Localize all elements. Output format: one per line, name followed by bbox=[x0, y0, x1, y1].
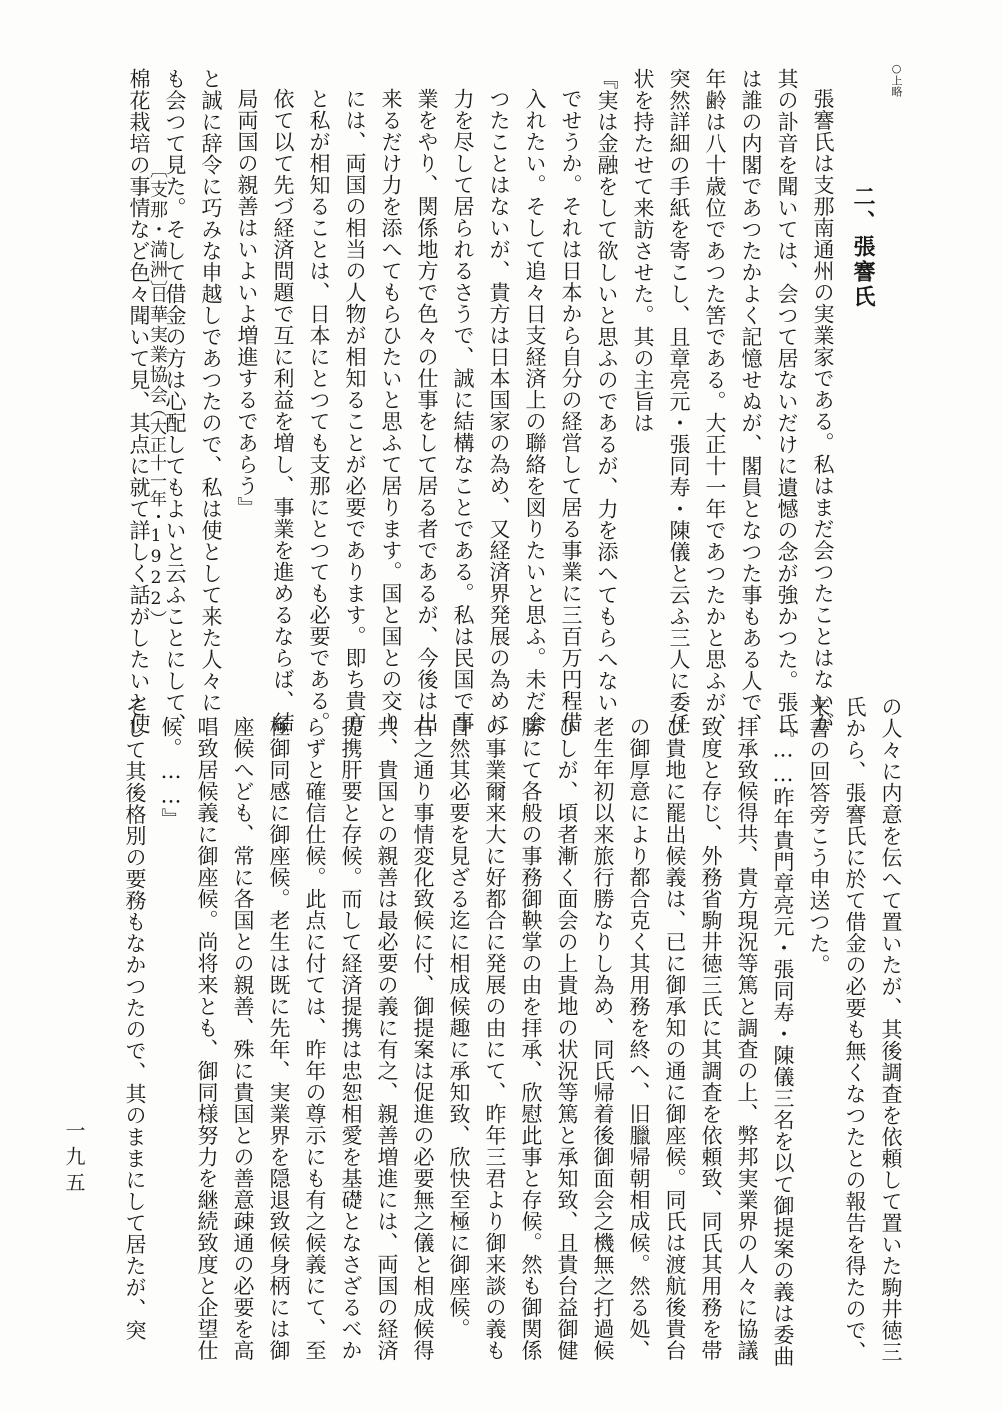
text-line: 状を持たせて来訪させた。其の主旨は bbox=[631, 68, 655, 434]
text-line: つたことはないが、貴方は日本国家の為め、又経済界発展の為めに bbox=[487, 88, 511, 733]
text-line: 入れたい。そして追々日支経済上の聯絡を図りたいと思ふ。未だ会 bbox=[523, 88, 547, 733]
text-line: 依て以て先づ経済問題で互に利益を増し、事業を進めるならば、結 bbox=[271, 88, 295, 733]
text-line: 突然詳細の手紙を寄こし、且章亮元・張同寿・陳儀と云ふ三人に委任 bbox=[667, 68, 691, 735]
text-line: と誠に辞令に巧みな申越しであつたので、私は使として来た人々に bbox=[199, 68, 223, 713]
text-line: 勝にて各般の事務御鞅掌の由を拝承、欣慰此事と存候。然も御関係 bbox=[519, 716, 543, 1361]
text-line: 唱致居候義に御座候。尚将来とも、御同様努力を継続致度と企望仕 bbox=[195, 716, 219, 1361]
text-line: ひしが、頃者漸く面会の上貴地の状況等篤と承知致、且貴台益御健 bbox=[555, 716, 579, 1361]
organization-name: 日華実業協会 bbox=[147, 285, 168, 405]
text-line: 右之通り事情変化致候に付、御提案は促進の必要無之儀と相成候得 bbox=[411, 716, 435, 1361]
text-line: 張謇氏は支那南通州の実業家である。私はまだ会つたことはないが bbox=[811, 88, 835, 733]
text-line: 局両国の親善はいよいよ増進するであらう』 bbox=[235, 88, 259, 518]
text-line: そして其後格別の要務もなかつたので、其のままにして居たが、突 bbox=[123, 696, 147, 1341]
text-line: 業をやり、関係地方で色々の仕事をして居る者であるが、今後は出 bbox=[415, 88, 439, 733]
text-line: の事業爾来大に好都合に発展の由にて、昨年三君より御来談の義も bbox=[483, 716, 507, 1361]
text-line: 『……昨年貴門章亮元・張同寿・陳儀三名を以て御提案の義は委曲 bbox=[771, 716, 795, 1367]
text-line: と私が相知ることは、日本にとつても支那にとつても必要である。 bbox=[307, 88, 331, 733]
text-line: の御厚意により都合克く其用務を終へ、旧臘帰朝相成候。然る処、 bbox=[627, 716, 651, 1361]
text-line: 氏から、張謇氏に於て借金の必要も無くなつたとの報告を得たので、 bbox=[843, 696, 867, 1363]
text-line: も会つて見た。そして借金の方は心配してもよいと云ふことにして、 bbox=[163, 68, 187, 735]
text-line: 極御同感に御座候。老生は既に先年、実業界を隠退致候身柄には御 bbox=[267, 716, 291, 1361]
text-line: には、両国の相当の人物が相知ることが必要であります。即ち貴方 bbox=[343, 88, 367, 733]
section-heading: 二、張謇氏 bbox=[850, 185, 876, 310]
source-label: 〔支那・満洲〕 bbox=[147, 160, 168, 300]
document-date: （大正十一年・1922） bbox=[146, 400, 166, 628]
text-line: 其の訃音を聞いては、会つて居ないだけに遺憾の念が強かつた。張氏 bbox=[775, 68, 799, 735]
text-line: らずと確信仕候。此点に付ては、昨年の尊示にも有之候義にて、至 bbox=[303, 716, 327, 1361]
text-line: 来書の回答旁こう申送つた。 bbox=[807, 696, 831, 976]
text-line: 力を尽して居られるさうで、誠に結構なことである。私は民国で事 bbox=[451, 88, 475, 733]
omission-note: ○上略 bbox=[890, 62, 903, 97]
text-line: 『実は金融をして欲しいと思ふのであるが、力を添へてもらへない bbox=[595, 68, 619, 713]
text-line: 自然其必要を見ざる迄に相成候趣に承知致、欣快至極に御座候。 bbox=[447, 716, 471, 1340]
text-line: 来るだけ力を添へてもらひたいと思ふて居ります。国と国との交り bbox=[379, 88, 403, 733]
text-line: 候。……』 bbox=[159, 716, 183, 830]
text-line: でせうか。それは日本から自分の経営して居る事業に三百万円程借 bbox=[559, 88, 583, 733]
text-line: び貴地に罷出候義は、已に御承知の通に御座候。同氏は渡航後貴台 bbox=[663, 716, 687, 1361]
text-line: の人々に内意を伝へて置いたが、其後調査を依頼して置いた駒井徳三 bbox=[879, 696, 903, 1363]
text-line: 座候へども、常に各国との親善、殊に貴国との善意疎通の必要を高 bbox=[231, 716, 255, 1361]
text-line: 致度と存じ、外務省駒井徳三氏に其調査を依頼致、同氏其用務を帯 bbox=[699, 716, 723, 1361]
text-line: 年齢は八十歳位であつた筈である。大正十一年であつたかと思ふが、 bbox=[703, 68, 727, 735]
page-number: 一九五 bbox=[62, 1120, 86, 1198]
text-line: 拝承致候得共、貴方現況等篤と調査の上、弊邦実業界の人々に協議 bbox=[735, 716, 759, 1361]
text-line: 共、貴国との親善は最必要の義に有之、親善増進には、両国の経済 bbox=[375, 716, 399, 1361]
text-line: 棉花栽培の事情など色々聞いて見、其点に就て詳しく話がしたいと使 bbox=[127, 68, 151, 735]
text-line: 老生年初以来旅行勝なりし為め、同氏帰着後御面会之機無之打過候 bbox=[591, 716, 615, 1361]
text-line: 提携肝要と存候。而して経済提携は忠恕相愛を基礎となさざるべか bbox=[339, 716, 363, 1361]
text-line: は誰の内閣であつたかよく記憶せぬが、閣員となつた事もある人で、 bbox=[739, 68, 763, 735]
